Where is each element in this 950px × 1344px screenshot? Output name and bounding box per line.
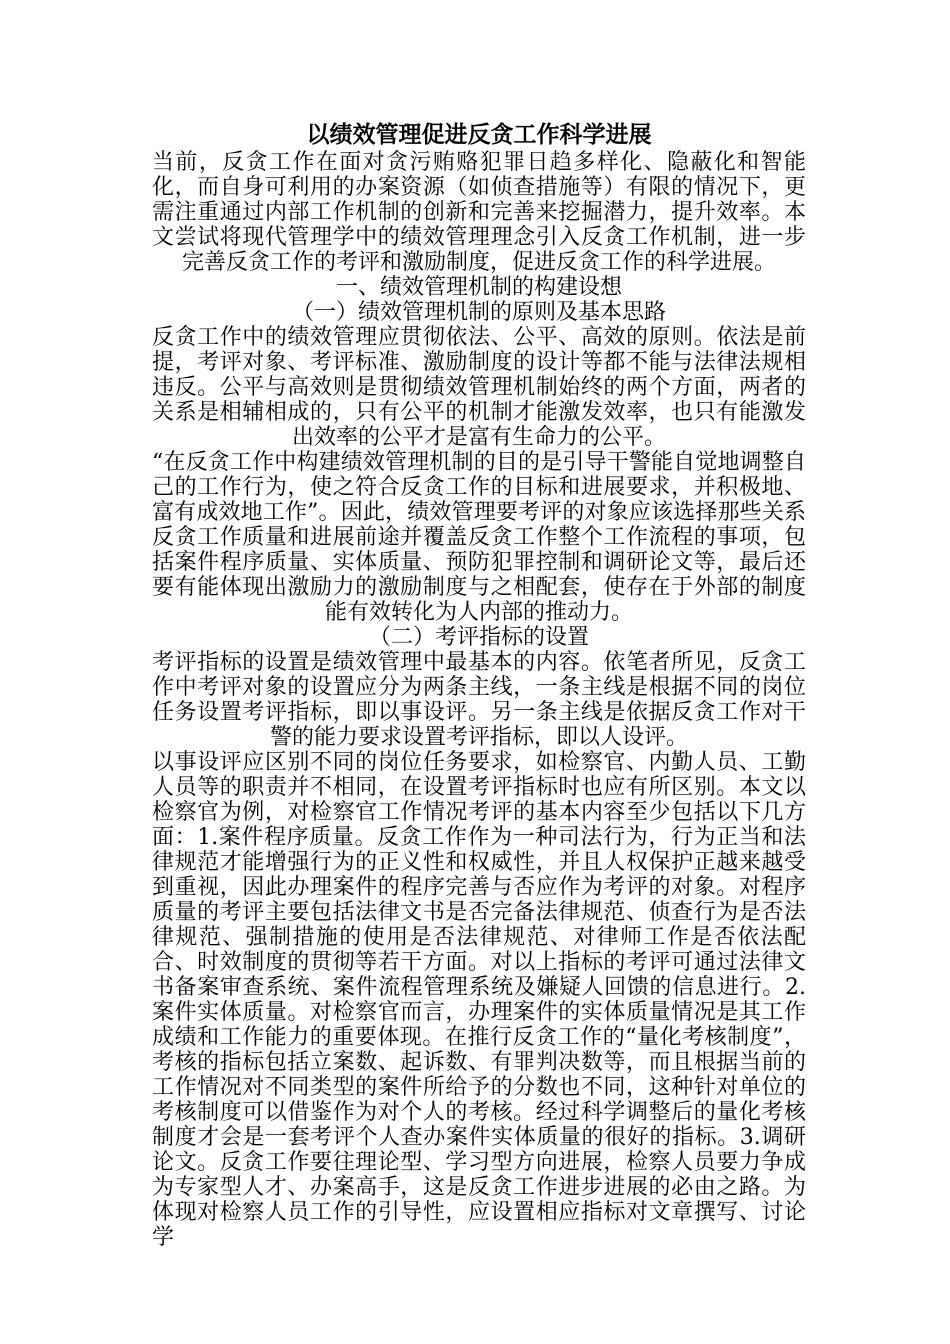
- subsection-heading-1: （一）绩效管理机制的原则及基本思路: [291, 300, 666, 325]
- subsection-heading-2: （二）考评指标的设置: [368, 625, 589, 650]
- document-title: 以绩效管理促进反贪工作科学进展: [306, 121, 652, 148]
- intro-paragraph: 当前，反贪工作在面对贪污贿赂犯罪日趋多样化、隐蔽化和智能化，而自身可利用的办案资源（如侦查措施等）有限的情况下，更需注重通过内部工作机制的创新和完善来挖掘潜力，提升效率。本文尝试将现代管理学中的绩效管理理念引入反贪工作机制，进一步完善反贪工作的考评和激励制度，促进反贪工作的科学进展。: [152, 150, 806, 275]
- paragraph-indicators: 考评指标的设置是绩效管理中最基本的内容。依笔者所见，反贪工作中考评对象的设置应分为两条主线，一条主线是根据不同的岗位任务设置考评指标，即以事设评。另一条主线是依据反贪工作对干警的能力要求设置考评指标，即以人设评。: [152, 650, 806, 750]
- paragraph-principles: 反贪工作中的绩效管理应贯彻依法、公平、高效的原则。依法是前提，考评对象、考评标准、激励制度的设计等都不能与法律法规相违反。公平与高效则是贯彻绩效管理机制始终的两个方面，两者的关系是相辅相成的，只有公平的机制才能激发效率，也只有能激发出效率的公平才是富有生命力的公平。: [152, 325, 806, 450]
- section-heading-1: 一、绩效管理机制的构建设想: [335, 275, 622, 300]
- paragraph-task-evaluation: 以事设评应区别不同的岗位任务要求，如检察官、内勤人员、工勤人员等的职责并不相同，在设置考评指标时也应有所区别。本文以检察官为例，对检察官工作情况考评的基本内容至少包括以下几方面：1.案件程序质量。反贪工作作为一种司法行为，行为正当和法律规范才能增强行为的正义性和权威性，并且人权保护正越来越受到重视，因此办理案件的程序完善与否应作为考评的对象。对程序质量的考评主要包括法律文书是否完备法律规范、侦查行为是否法律规范、强制措施的使用是否法律规范、对律师工作是否依法配合、时效制度的贯彻等若干方面。对以上指标的考评可通过法律文书备案审查系统、案件流程管理系统及嫌疑人回馈的信息进行。2.案件实体质量。对检察官而言，办理案件的实体质量情况是其工作成绩和工作能力的重要体现。在推行反贪工作的“量化考核制度”，考核的指标包括立案数、起诉数、有罪判决数等，而且根据当前的工作情况对不同类型的案件所给予的分数也不同，这种针对单位的考核制度可以借鉴作为对个人的考核。经过科学调整后的量化考核制度才会是一套考评个人查办案件实体质量的很好的指标。3.调研论文。反贪工作要往理论型、学习型方向进展，检察人员要力争成为专家型人才、办案高手，这是反贪工作进步进展的必由之路。为体现对检察人员工作的引导性，应设置相应指标对文章撰写、讨论学: [152, 750, 806, 1250]
- paragraph-purpose: “在反贪工作中构建绩效管理机制的目的是引导干警能自觉地调整自己的工作行为，使之符合反贪工作的目标和进展要求，并积极地、富有成效地工作”。因此，绩效管理要考评的对象应该选择那些关系反贪工作质量和进展前途并覆盖反贪工作整个工作流程的事项，包括案件程序质量、实体质量、预防犯罪控制和调研论文等，最后还要有能体现出激励力的激励制度与之相配套，使存在于外部的制度能有效转化为人内部的推动力。: [152, 450, 806, 625]
- document-page: [152, 120, 806, 1250]
